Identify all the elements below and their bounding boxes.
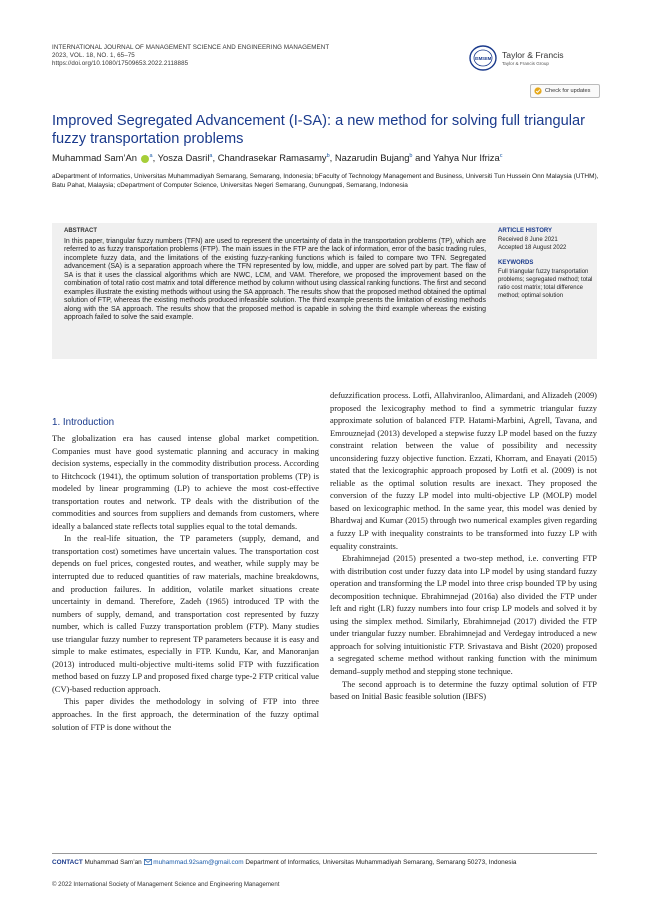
emblem-text: ISMSEM: [474, 56, 492, 61]
contact-email-link[interactable]: muhammad.92sam@gmail.com: [153, 859, 244, 866]
accepted-date: Accepted 18 August 2022: [498, 245, 567, 251]
journal-volume: 2023, VOL. 18, NO. 1, 65–75: [52, 52, 135, 60]
publisher-logo[interactable]: [468, 44, 608, 72]
article-history-heading: ARTICLE HISTORY: [498, 228, 553, 234]
publisher-name: Taylor & Francis: [502, 50, 564, 60]
author-affil-mark: c: [499, 152, 503, 159]
copyright-notice: © 2022 International Society of Management Science and Engineering Management: [52, 881, 280, 888]
author-name[interactable]: Yosza Dasril: [157, 152, 210, 163]
body-paragraph: In the real-life situation, the TP parameters (supply, demand, and transportation cost) sometimes have uncertain values. The transportation cost depends on fuel prices, congested routes, and weather, while supply may be interrupted due to reduced quantities of raw materials, machine breakdowns, and production failures. In addition, volatile market situations create uncertainty in demand. Therefore, Zadeh (1965) introduced TP with the numbers of supply, demand, and transportation cost represented by fuzzy number, which is called Fuzzy transportation problem (FTP). Many studies use triangular fuzzy number to represent TP parameters because it is easy and simple to make estimates, especially in FTP. Kundu, Kar, and Manoranjan (2013) introduced multi-objective multi-items solid FTP with fuzzification method based on fuzzy LP and proposed fixed charge type-2 FTP critical value (CV)-based reduction approach.: [52, 533, 319, 694]
keywords-text: Full triangular fuzzy transportation problems; segregated method; total ratio cost matrix; total difference method; optimal solution: [498, 269, 593, 299]
author-name[interactable]: Chandrasekar Ramasamy: [217, 152, 327, 163]
body-column-right: [330, 389, 597, 703]
body-paragraph: This paper divides the methodology in solving of FTP into three approaches. In the first approach, the determination of the fuzzy optimal solution of FTP is done without the: [52, 696, 319, 732]
body-paragraph: The second approach is to determine the fuzzy optimal solution of FTP based on Initial Basic feasible solution (IBFS): [330, 678, 597, 702]
author-name[interactable]: Muhammad Sam’An: [52, 152, 137, 163]
body-paragraph: Ebrahimnejad (2015) presented a two-step method, i.e. converting FTP with distribution cost under fuzzy data into LP model by using standard fuzzy operation and transforming the LP model into three crisp bounded TP by using decomposition technique. Ebrahimnejad (2016a) also divided the FTP under left and right (LR) fuzzy numbers into four crisp LP models and solved it by using the simplex method. Similarly, Ebrahimnejad (2017) divided the FTP under triangular fuzzy number. Ebrahimnejad and Verdegay introduced a new approach for solving intuitionistic FTP. Srivastava and Bisht (2020) proposed a segregated scheme method without ranking function with the minimum demand–supply method and stepping stone technique.: [330, 553, 597, 677]
section-heading-introduction: 1. Introduction: [52, 417, 115, 428]
contact-address: Department of Informatics, Universitas Muhammadiyah Semarang, Semarang 50273, Indonesia: [245, 859, 517, 866]
check-for-updates-button[interactable]: [530, 84, 600, 98]
body-paragraph: The globalization era has caused intense global market competition. Companies must have good systematic planning and accuracy in making decision systems, especially in the commodity distribution process. According to Hitchcock (1941), the optimum solution of transportation problems (TP) is modeled by linear programming (LP) to achieve the most cost-effective transportation routes and network. TP deals with the distribution of the commodities and sources from suppliers and demands from customers, where ideally a balanced state reflects total supplies equal to the total demands.: [52, 433, 319, 531]
author-affil-mark: a: [149, 152, 153, 159]
crossmark-icon: [534, 87, 542, 95]
check-updates-label: Check for updates: [545, 88, 591, 94]
author-affil-mark: b: [326, 152, 330, 159]
affiliations: aDepartment of Informatics, Universitas Muhammadiyah Semarang, Semarang, Indonesia; bFaculty of Technology Management and Business, Universiti Tun Hussein Onn Malaysia (UTHM), Batu Pahat, Malaysia; cDepartment of Computer Science, Universitas Negeri Semarang, Gunungpati, Semarang, Indonesia: [52, 173, 599, 189]
author-list: Muhammad Sam’An $^a$, Yosza Dasril$^a$, Chandrasekar Ramasamy$^b$, Nazarudin Bujang$^b$ and Yahya Nur Ifriza$^c$: [52, 152, 503, 163]
journal-header: [52, 44, 412, 69]
body-paragraph: defuzzification process. Lotfi, Allahviranloo, Alimardani, and Alizadeh (2009) proposed the lexicography method to find a symmetric triangular fuzzy approximate solution of balanced FTP. Hatami-Marbini, Agrell, Tavana, and Emrouznejad (2013) developed a stepwise fuzzy LP model based on the fuzzy constraint relation between the value of possibility and necessity unconsidering fuzzy objective function. Ezzati, Khorram, and Enayati (2015) stated that the lexicographic approach proposed by Lotfi et al. (2009) is not reliable as the optimal solution results are inexact. They proposed the conversion of the fuzzy LP model into multi-objective LP (MOLP) model based on lexicographic method. In the same year, this model was denied by Bhardwaj and Kumar (2015) through two numerical examples given regarding a fuzzy LP with inequality constraints to be transformed into fuzzy LP with equality constraints.: [330, 390, 597, 551]
author-name[interactable]: Nazarudin Bujang: [334, 152, 410, 163]
footer-divider: [52, 853, 597, 854]
contact-info: [52, 858, 602, 867]
author-name[interactable]: Yahya Nur Ifriza: [433, 152, 500, 163]
ismsem-emblem-icon: [468, 44, 498, 72]
email-icon: [144, 859, 152, 865]
body-column-left: [52, 432, 319, 733]
article-title: Improved Segregated Advancement (I-SA): a new method for solving full triangular fuzzy transportation problems: [52, 113, 585, 147]
author-affil-mark: b: [409, 152, 413, 159]
doi-link[interactable]: https://doi.org/10.1080/17509653.2022.2118885: [52, 60, 189, 68]
received-date: Received 8 June 2021: [498, 237, 558, 243]
abstract-heading: ABSTRACT: [64, 228, 97, 234]
contact-name: Muhammad Sam’an: [84, 859, 142, 866]
contact-label: CONTACT: [52, 859, 83, 866]
author-affil-mark: a: [209, 152, 213, 159]
abstract-text: In this paper, triangular fuzzy numbers (TFN) are used to represent the uncertainty of data in the transportation problems (TP), which are referred to as fuzzy transportation problems (FTP). The main issues in the FTP are the lack of information, error of the basic trading rules, incomplete fuzzy data, and the limitations of the existing fuzzy-ranking functions which is failed to compare two TFN. Segregated advancement (SA) is a separation approach where the TFN represented by low, middle, and upper are solved part by part. The flaw of SA is that it uses the classical algorithms which are NWC, LCM, and VAM. Therefore, we proposed the improvement based on the combination of total ratio cost matrix and total difference method by column without using classical ranking functions. The first and second examples illustrate the existing methods without using the SA approach. The results show that the proposed method obtained the optimal solution of FTP, whereas the existing methods produced infeasible solution. The third example presents the limitation of existing methods along with the SA approach. The results show that the proposed method is capable in solving the third example whereas the existing approach failed to solve the said example.: [64, 238, 486, 322]
journal-name: INTERNATIONAL JOURNAL OF MANAGEMENT SCIENCE AND ENGINEERING MANAGEMENT: [52, 44, 330, 51]
publisher-group: Taylor & Francis Group: [502, 61, 549, 66]
article-sidebar: [498, 228, 594, 300]
keywords-heading: KEYWORDS: [498, 260, 534, 266]
orcid-icon[interactable]: [141, 155, 149, 163]
